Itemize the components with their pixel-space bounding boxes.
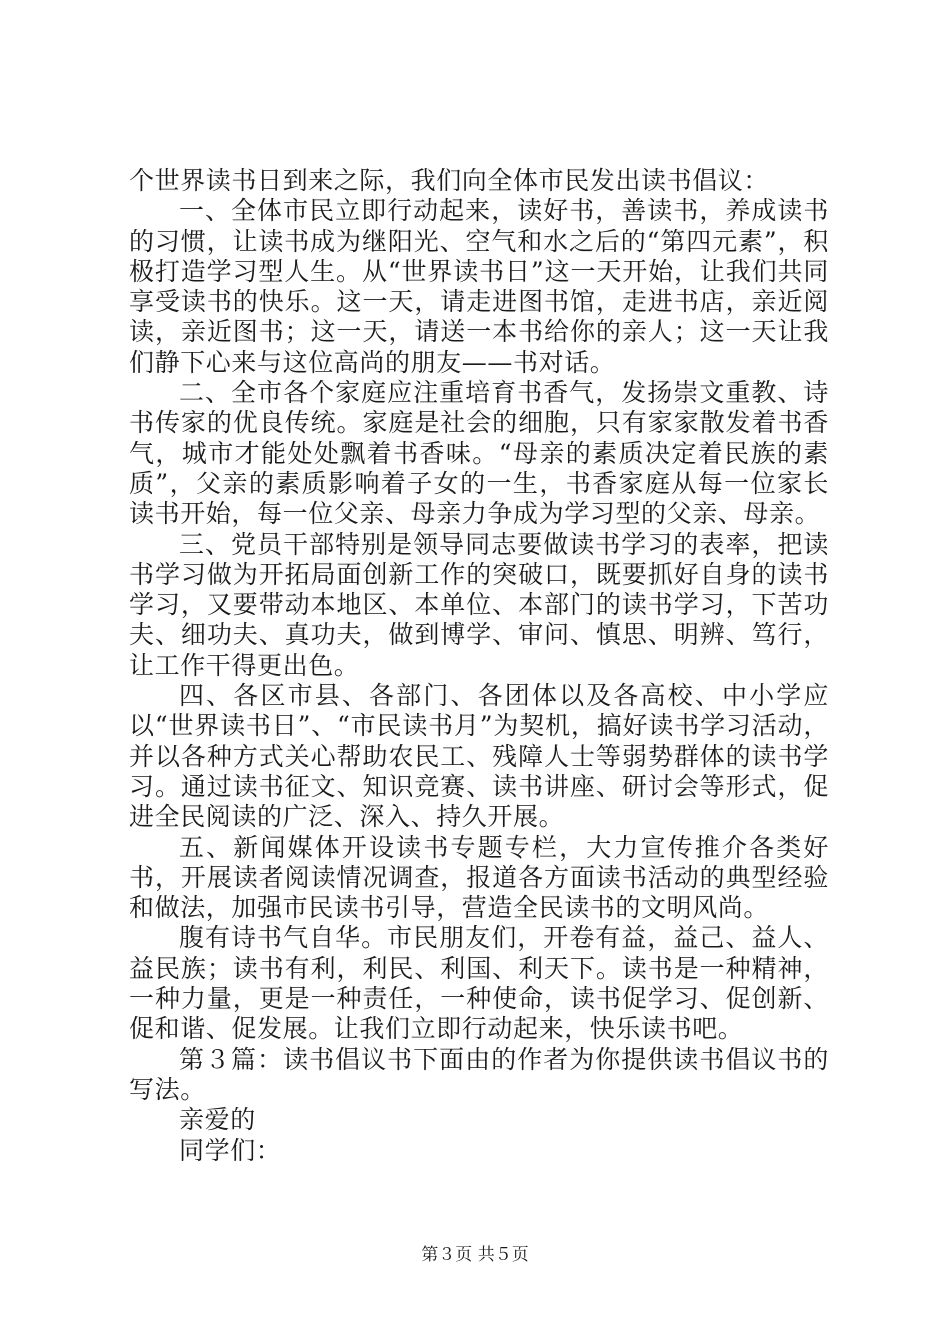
paragraph-item-5: 五、新闻媒体开设读书专题专栏，大力宣传推介各类好书，开展读者阅读情况调查，报道各方面读书活动的典型经验和做法，加强市民读书引导，营造全民读书的文明风尚。: [129, 832, 829, 923]
paragraph-salutation-2: 同学们：: [179, 1135, 282, 1165]
page-number-label: 第３页 共５页: [421, 1245, 529, 1265]
page-footer: [0, 1240, 950, 1265]
paragraph-item-3: 三、党员干部特别是领导同志要做读书学习的表率，把读书学习做为开拓局面创新工作的突破口，既要抓好自身的读书学习，又要带动本地区、本单位、本部门的读书学习，下苦功夫、细功夫、真功夫，做到博学、审问、慎思、明辨、笃行，让工作干得更出色。: [129, 529, 829, 680]
paragraph-item-4: 四、各区市县、各部门、各团体以及各高校、中小学应以“世界读书日”、“市民读书月”为契机，搞好读书学习活动，并以各种方式关心帮助农民工、残障人士等弱势群体的读书学习。通过读书征文、知识竞赛、读书讲座、研讨会等形式，促进全民阅读的广泛、深入、持久开展。: [129, 681, 829, 832]
paragraph-item-2: 二、全市各个家庭应注重培育书香气，发扬崇文重教、诗书传家的优良传统。家庭是社会的细胞，只有家家散发着书香气，城市才能处处飘着书香味。“母亲的素质决定着民族的素质”，父亲的素质影响着子女的一生，书香家庭从每一位家长读书开始，每一位父亲、母亲力争成为学习型的父亲、母亲。: [129, 378, 829, 529]
document-body: [129, 166, 829, 1166]
paragraph-conclusion: 腹有诗书气自华。市民朋友们，开卷有益，益己、益人、益民族；读书有利，利民、利国、利天下。读书是一种精神，一种力量，更是一种责任，一种使命，读书促学习、促创新、促和谐、促发展。让我们立即行动起来，快乐读书吧。: [129, 923, 829, 1044]
paragraph-intro: 个世界读书日到来之际，我们向全体市民发出读书倡议：: [129, 166, 770, 195]
paragraph-section-3-heading: 第３篇：读书倡议书下面由的作者为你提供读书倡议书的写法。: [129, 1044, 829, 1104]
paragraph-salutation-1: 亲爱的: [179, 1105, 256, 1135]
paragraph-item-1: 一、全体市民立即行动起来，读好书，善读书，养成读书的习惯，让读书成为继阳光、空气和水之后的“第四元素”，积极打造学习型人生。从“世界读书日”这一天开始，让我们共同享受读书的快乐。这一天，请走进图书馆，走进书店，亲近阅读，亲近图书；这一天，请送一本书给你的亲人；这一天让我们静下心来与这位高尚的朋友——书对话。: [129, 196, 829, 377]
